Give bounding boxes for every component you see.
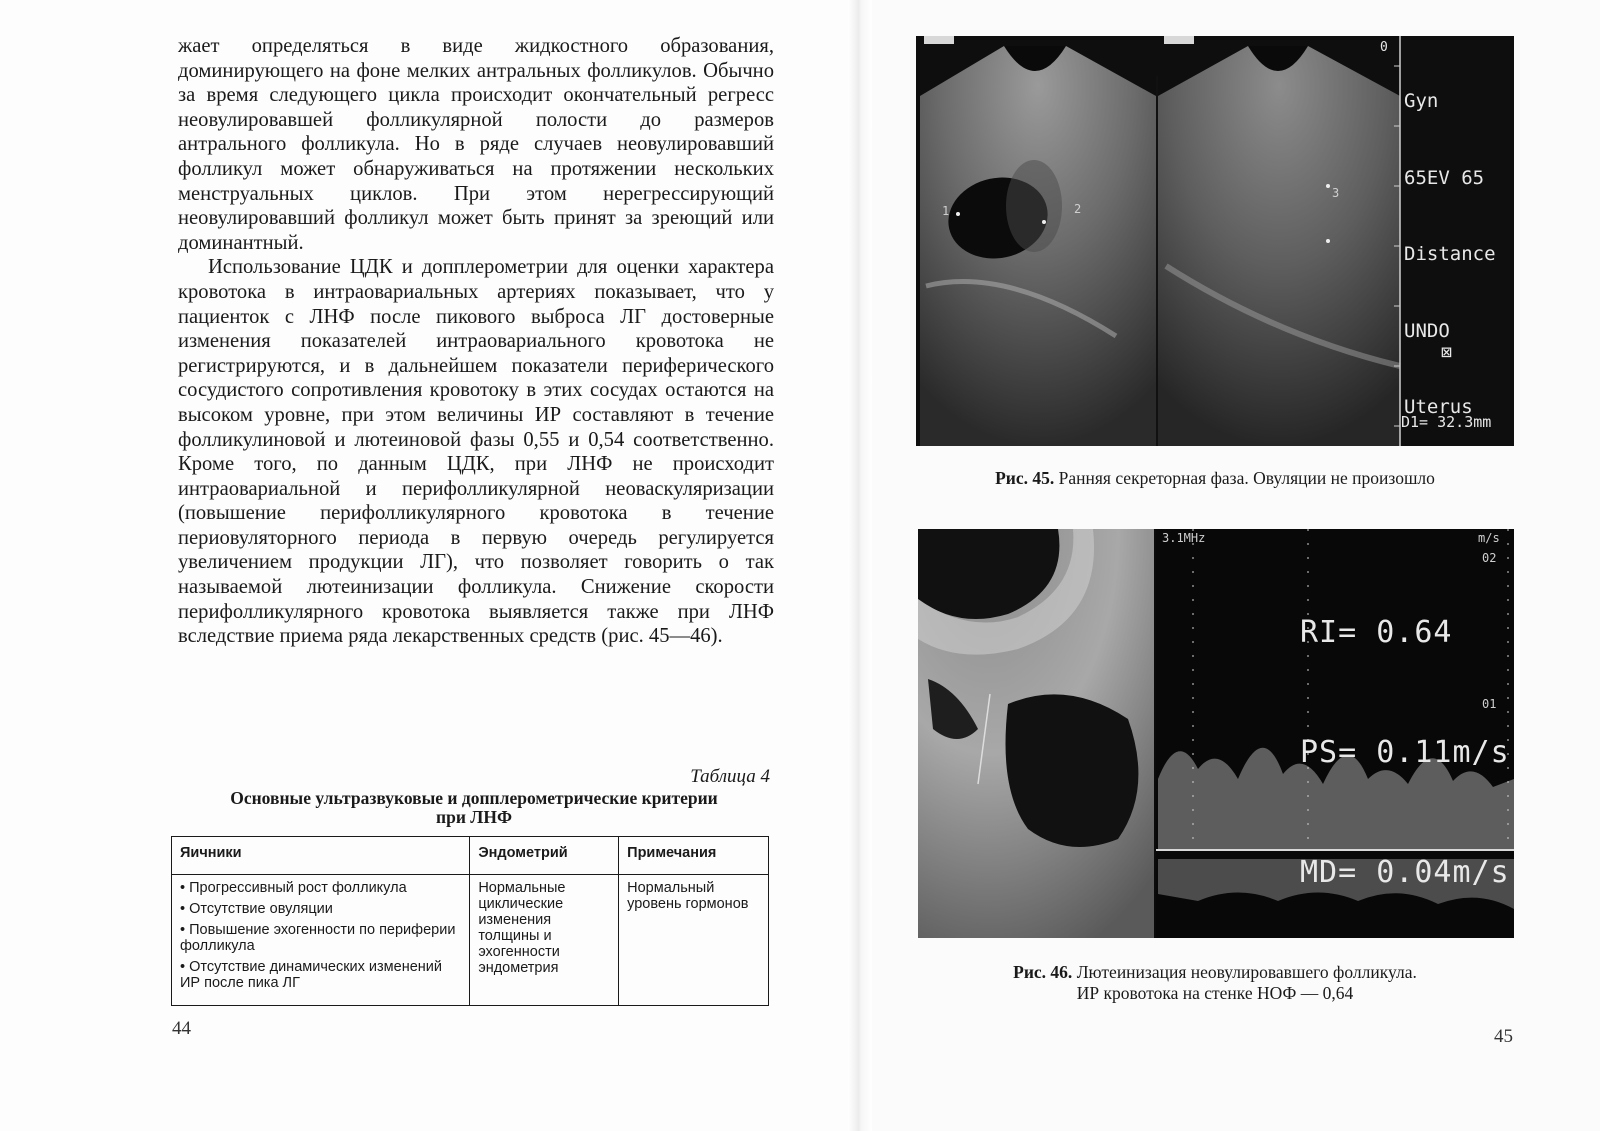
table-title-line-1: Основные ультразвуковые и допплерометрические критерии	[230, 788, 718, 808]
page-number-right: 45	[1494, 1026, 1513, 1047]
list-item: • Отсутствие овуляции	[180, 901, 333, 917]
ovaries-list	[180, 880, 461, 991]
caliper-marker: 1	[942, 204, 950, 218]
doppler-image-fig46	[918, 529, 1514, 938]
depth-marker: 0	[1380, 40, 1388, 55]
readout-md: MD= 0.04m/s	[1300, 855, 1510, 890]
table-title-line-2: при ЛНФ	[436, 807, 512, 827]
header-notes: Примечания	[619, 837, 769, 875]
measurement-readout	[1401, 370, 1491, 446]
menu-item-undo: UNDO	[1404, 319, 1450, 342]
close-icon: ⊠	[1441, 342, 1452, 363]
cell-endometrium: Нормальные циклические изменения толщины и эхогенности эндометрия	[470, 875, 619, 1006]
book-gutter	[848, 0, 872, 1131]
menu-item-probe: 65EV 65	[1404, 166, 1485, 189]
cell-notes: Нормальный уровень гормонов	[619, 875, 769, 1006]
table-row	[172, 875, 769, 1006]
menu-item-uterus: Uterus	[1404, 396, 1473, 418]
page-number-left: 44	[172, 1018, 191, 1039]
menu-item-preset: Gyn	[1404, 90, 1439, 112]
caption-fig45	[916, 468, 1514, 489]
ultrasound-image-fig45	[916, 36, 1514, 446]
header-endometrium: Эндометрий	[470, 837, 619, 875]
caption-fig46-line-1	[916, 962, 1514, 983]
list-item: • Отсутствие динамических изменений ИР после пика ЛГ	[180, 959, 442, 991]
caption-fig45-text: Ранняя секреторная фаза. Овуляции не произошло	[1058, 468, 1435, 488]
body-text	[178, 34, 774, 649]
readout-ri: RI= 0.64	[1300, 615, 1453, 650]
table-header-row	[172, 837, 769, 875]
scale-mark-02: 02	[1482, 551, 1497, 565]
readout-ps: PS= 0.11m/s	[1300, 735, 1510, 770]
table-title	[178, 789, 770, 827]
scale-unit: m/s	[1478, 531, 1500, 545]
caption-fig46	[916, 962, 1514, 1004]
caption-fig45-label: Рис. 45.	[995, 468, 1055, 488]
caliper-marker: 3	[1332, 186, 1340, 200]
menu-item-distance: Distance	[1404, 243, 1496, 265]
list-item: • Прогрессивный рост фолликула	[180, 880, 407, 896]
paragraph-2: Использование ЦДК и допплерометрии для оценки характера кровотока в интраовариальных артериях показывает, что у пациенток с ЛНФ после пикового выброса ЛГ достоверные изменения показателей интраовариального кровотока не регистрируются, и в дальнейшем показатели периферического сосудистого сопротивления кровотоку в этих сосудах остаются на высоком уровне, при этом величины ИР составляют в течение фолликулиновой и лютеиновой фазы 0,55 и 0,54 соответственно. Кроме того, по данным ЦДК, при ЛНФ не происходит интраовариальной и перифолликулярной неоваскуляризации (повышение перифолликулярного кровотока в течение периовуляторного периода в первую очередь регулируется увеличением продукции ЛГ), что позволяет говорить о так называемой лютеинизации фолликула. Снижение скорости перифолликулярного кровотока выявляется также при ЛНФ вследствие приема ряда лекарственных средств (рис. 45—46).	[178, 256, 774, 648]
frequency-label: 3.1MHz	[1162, 531, 1206, 545]
cell-ovaries	[172, 875, 470, 1006]
criteria-table	[171, 836, 769, 1006]
list-item: • Повышение эхогенности по периферии фолликула	[180, 922, 456, 954]
caption-fig46-label: Рис. 46.	[1013, 962, 1073, 982]
table-label: Таблица 4	[690, 766, 770, 787]
header-ovaries: Яичники	[172, 837, 470, 875]
measurement-d1: D1= 32.3mm	[1401, 413, 1492, 431]
paragraph-1: жает определяться в виде жидкостного образования, доминирующего на фоне мелких антральных фолликулов. Обычно за время следующего цикла происходит окончательный регресс неовулировавшей фолликулярной полости до размеров антрального фолликула. Но в ряде случаев неовулировавший фолликул может обнаруживаться на протяжении нескольких менструальных циклов. При этом нерегрессирующий неовулировавший фолликул может быть принят за зреющий или доминантный.	[178, 35, 774, 254]
caption-fig46-line-2: ИР кровотока на стенке НОФ — 0,64	[1076, 983, 1354, 1003]
caliper-marker: 2	[1074, 202, 1082, 216]
scale-mark-01: 01	[1482, 697, 1497, 711]
doppler-readout	[1300, 533, 1510, 938]
caption-fig46-text: Лютеинизация неовулировавшего фолликула.	[1076, 962, 1417, 982]
